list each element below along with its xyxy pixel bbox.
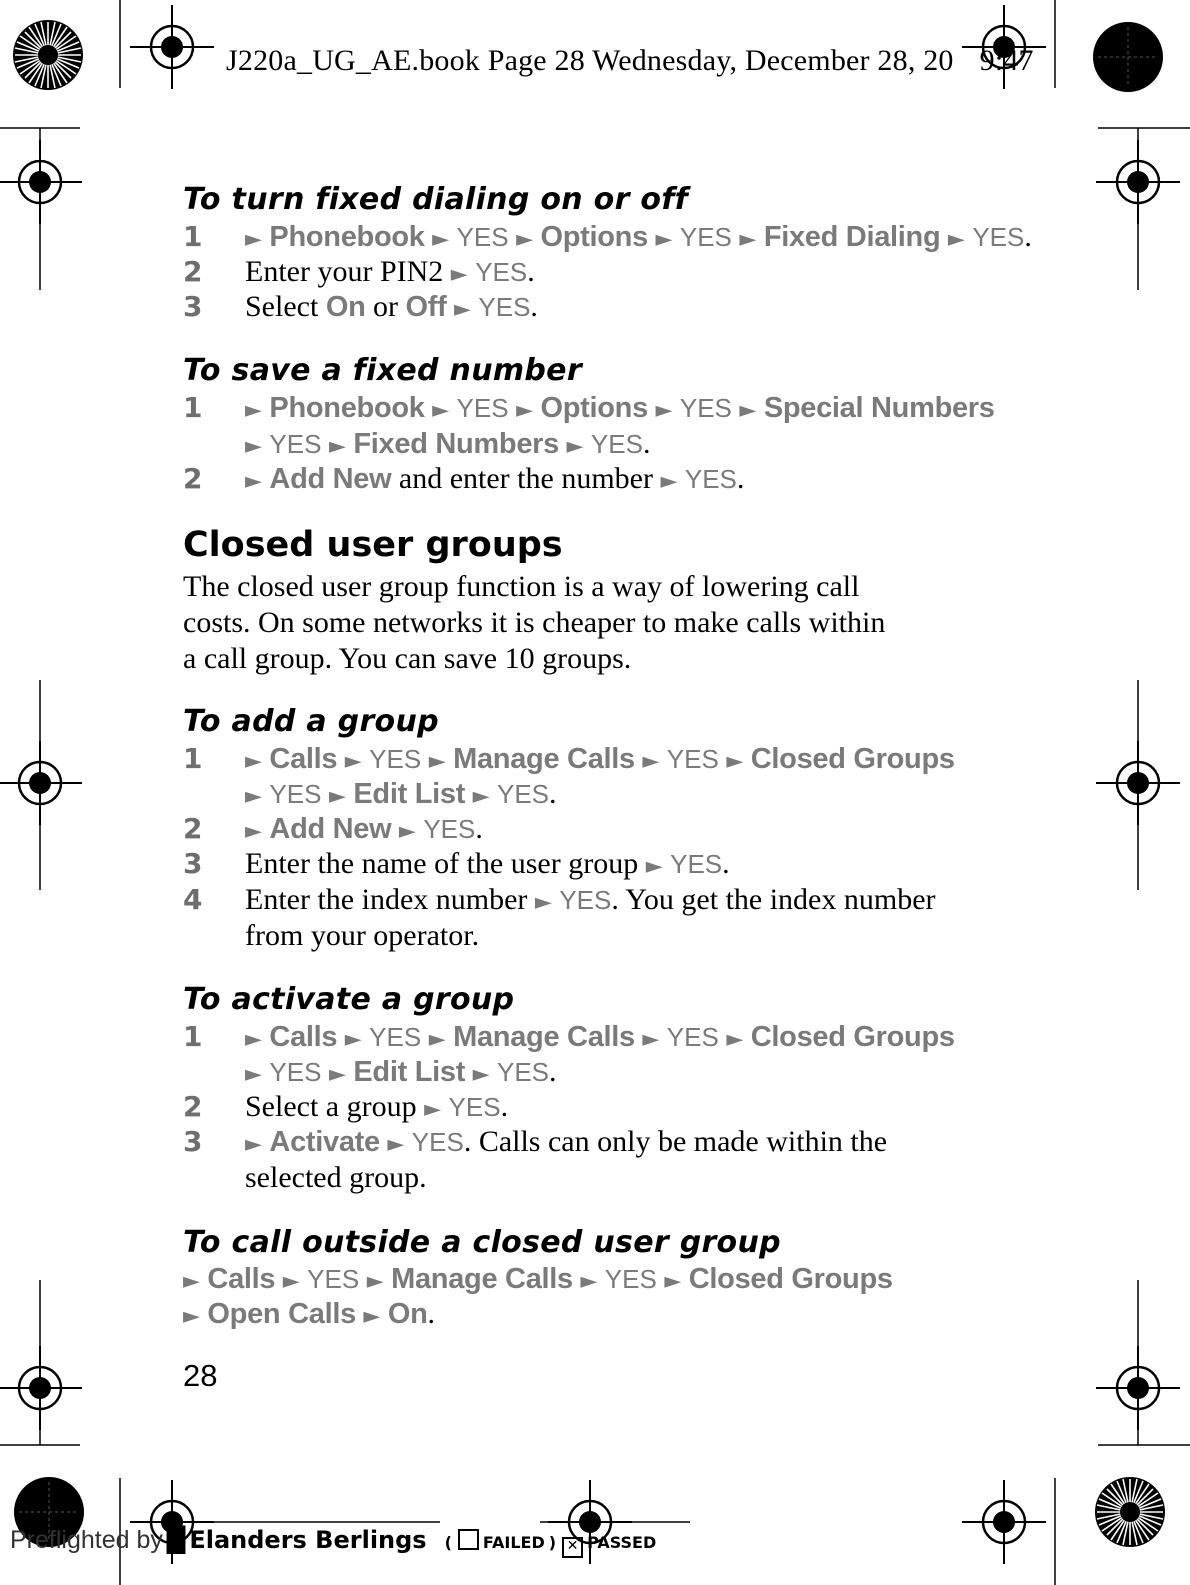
yes-key: YES bbox=[369, 744, 422, 774]
period: . bbox=[500, 1090, 509, 1123]
paren: ( bbox=[444, 1533, 452, 1552]
arrow-icon: ► bbox=[516, 227, 533, 252]
arrow-icon: ► bbox=[534, 890, 552, 915]
yes-key: YES bbox=[972, 222, 1025, 252]
step-text: or bbox=[365, 290, 406, 323]
step-number: 3 bbox=[183, 847, 203, 880]
yes-key: YES bbox=[369, 1022, 422, 1052]
yes-key: YES bbox=[475, 257, 528, 287]
arrow-icon: ► bbox=[655, 227, 673, 252]
arrow-icon: ► bbox=[282, 1269, 300, 1294]
menu-edit-list: Edit List bbox=[353, 778, 466, 810]
arrow-icon: ► bbox=[664, 1269, 682, 1294]
arrow-icon: ► bbox=[739, 398, 757, 423]
menu-edit-list: Edit List bbox=[353, 1056, 466, 1088]
arrow-icon: ► bbox=[328, 784, 346, 809]
arrow-icon: ► bbox=[645, 854, 663, 879]
header-text: J220a_UG_AE.book Page 28 Wednesday, December 28, 20 bbox=[226, 44, 954, 77]
yes-key: YES bbox=[590, 429, 643, 459]
yes-key: YES bbox=[666, 1022, 719, 1052]
step-number: 2 bbox=[183, 1090, 203, 1123]
yes-key: YES bbox=[456, 222, 509, 252]
yes-key: YES bbox=[307, 1264, 360, 1294]
yes-key: YES bbox=[679, 222, 732, 252]
arrow-icon: ► bbox=[424, 1097, 442, 1122]
arrow-icon: ► bbox=[245, 819, 262, 844]
paren: ) bbox=[548, 1533, 557, 1552]
menu-manage-calls: Manage Calls bbox=[391, 1263, 573, 1295]
period: . bbox=[530, 290, 538, 323]
arrow-icon: ► bbox=[472, 784, 490, 809]
step-number: 2 bbox=[183, 255, 203, 288]
arrow-icon: ► bbox=[245, 784, 262, 809]
menu-phonebook: Phonebook bbox=[269, 221, 425, 253]
menu-special-numbers: Special Numbers bbox=[763, 392, 995, 424]
yes-key: YES bbox=[670, 849, 723, 879]
menu-fixed-dialing: Fixed Dialing bbox=[763, 221, 941, 253]
yes-key: YES bbox=[478, 292, 531, 322]
arrow-icon: ► bbox=[428, 749, 446, 774]
arrow-icon: ► bbox=[245, 469, 262, 494]
step-number: 4 bbox=[183, 883, 203, 916]
yes-key: YES bbox=[679, 393, 732, 423]
period: . bbox=[427, 1297, 436, 1330]
yes-key: YES bbox=[269, 429, 322, 459]
arrow-icon: ► bbox=[245, 749, 262, 774]
menu-add-new: Add New bbox=[269, 813, 392, 845]
arrow-icon: ► bbox=[245, 1027, 262, 1052]
step-text: from your operator. bbox=[245, 919, 480, 952]
menu-closed-groups: Closed Groups bbox=[688, 1263, 893, 1295]
arrow-icon: ► bbox=[726, 749, 744, 774]
arrow-icon: ► bbox=[432, 227, 450, 252]
arrow-icon: ► bbox=[363, 1304, 381, 1329]
arrow-icon: ► bbox=[387, 1132, 405, 1157]
step-number: 3 bbox=[183, 1125, 203, 1158]
yes-key: YES bbox=[559, 885, 612, 915]
arrow-icon: ► bbox=[580, 1269, 598, 1294]
period: . bbox=[475, 812, 483, 845]
step-number: 1 bbox=[183, 391, 203, 424]
menu-off: Off bbox=[405, 291, 447, 323]
period: . bbox=[722, 847, 730, 880]
menu-options: Options bbox=[540, 392, 648, 424]
arrow-icon: ► bbox=[245, 1062, 262, 1087]
step-number: 2 bbox=[183, 812, 203, 845]
period: . bbox=[549, 1055, 557, 1088]
heading-fixed-dialing-onoff: To turn fixed dialing on or off bbox=[183, 182, 689, 217]
arrow-icon: ► bbox=[947, 227, 965, 252]
yes-key: YES bbox=[269, 779, 322, 809]
period: . bbox=[527, 255, 535, 288]
step-text: Select bbox=[245, 290, 326, 323]
preflight-footer bbox=[10, 1526, 656, 1558]
heading-save-fixed-number: To save a fixed number bbox=[183, 353, 582, 388]
paragraph-line: a call group. You can save 10 groups. bbox=[183, 642, 632, 675]
step-text: . You get the index number bbox=[611, 883, 936, 916]
arrow-icon: ► bbox=[398, 819, 416, 844]
arrow-icon: ► bbox=[516, 398, 533, 423]
arrow-icon: ► bbox=[428, 1027, 446, 1052]
arrow-icon: ► bbox=[328, 1062, 346, 1087]
arrow-icon: ► bbox=[328, 434, 346, 459]
step-number: 1 bbox=[183, 1020, 203, 1053]
menu-manage-calls: Manage Calls bbox=[453, 1021, 635, 1053]
menu-add-new: Add New bbox=[269, 463, 392, 495]
step-text: and enter the number bbox=[391, 462, 661, 495]
menu-on: On bbox=[387, 1298, 428, 1330]
menu-calls: Calls bbox=[269, 1021, 338, 1053]
yes-key: YES bbox=[496, 1057, 550, 1087]
yes-key: YES bbox=[456, 393, 509, 423]
arrow-icon: ► bbox=[726, 1027, 744, 1052]
menu-manage-calls: Manage Calls bbox=[453, 743, 635, 775]
arrow-icon: ► bbox=[655, 398, 673, 423]
arrow-icon: ► bbox=[566, 434, 584, 459]
period: . bbox=[549, 777, 557, 810]
arrow-icon: ► bbox=[344, 749, 362, 774]
arrow-icon: ► bbox=[366, 1269, 384, 1294]
arrow-icon: ► bbox=[432, 398, 450, 423]
menu-options: Options bbox=[540, 221, 648, 253]
arrow-icon: ► bbox=[739, 227, 757, 252]
elanders-logo: █ bbox=[166, 1526, 186, 1554]
failed-label: FAILED bbox=[482, 1533, 545, 1552]
arrow-icon: ► bbox=[472, 1062, 490, 1087]
yes-key: YES bbox=[269, 1057, 322, 1087]
intro-paragraph bbox=[183, 569, 885, 677]
yes-key: YES bbox=[411, 1127, 464, 1157]
step-text: selected group. bbox=[245, 1161, 427, 1194]
menu-calls: Calls bbox=[269, 743, 338, 775]
arrow-icon: ► bbox=[183, 1304, 200, 1329]
heading-activate-group: To activate a group bbox=[183, 982, 515, 1017]
arrow-icon: ► bbox=[245, 434, 262, 459]
yes-key: YES bbox=[448, 1092, 501, 1122]
menu-fixed-numbers: Fixed Numbers bbox=[353, 428, 559, 460]
menu-calls: Calls bbox=[207, 1263, 276, 1295]
failed-checkbox-icon bbox=[458, 1529, 479, 1550]
yes-key: YES bbox=[666, 744, 719, 774]
heading-add-group: To add a group bbox=[183, 704, 439, 739]
step-text: Enter the index number bbox=[245, 883, 535, 916]
passed-label: PASSED bbox=[587, 1533, 657, 1552]
yes-key: YES bbox=[423, 814, 476, 844]
menu-closed-groups: Closed Groups bbox=[750, 743, 955, 775]
arrow-icon: ► bbox=[245, 398, 262, 423]
yes-key: YES bbox=[684, 464, 737, 494]
arrow-icon: ► bbox=[660, 469, 678, 494]
period: . bbox=[642, 427, 651, 460]
brand-name: Elanders Berlings bbox=[189, 1526, 427, 1554]
arrow-icon: ► bbox=[642, 749, 660, 774]
step-number: 1 bbox=[183, 742, 203, 775]
section-title-closed-user-groups: Closed user groups bbox=[183, 525, 563, 565]
menu-closed-groups: Closed Groups bbox=[750, 1021, 955, 1053]
arrow-icon: ► bbox=[450, 262, 468, 287]
period: . bbox=[1024, 220, 1032, 253]
period: . bbox=[736, 462, 745, 495]
step-text: Enter your PIN2 bbox=[245, 255, 451, 288]
menu-open-calls: Open Calls bbox=[207, 1298, 356, 1330]
step-number: 3 bbox=[183, 290, 203, 323]
step-text: Enter the name of the user group bbox=[245, 847, 646, 880]
step-number: 2 bbox=[183, 462, 203, 495]
menu-phonebook: Phonebook bbox=[269, 392, 425, 424]
arrow-icon: ► bbox=[453, 297, 471, 322]
arrow-icon: ► bbox=[245, 227, 262, 252]
paragraph-line: The closed user group function is a way of lowering call bbox=[183, 570, 860, 603]
menu-activate: Activate bbox=[269, 1126, 380, 1158]
header-time: 9:47 bbox=[979, 44, 1034, 77]
yes-key: YES bbox=[604, 1264, 657, 1294]
step-text: Select a group bbox=[245, 1090, 425, 1123]
paragraph-line: costs. On some networks it is cheaper to make calls within bbox=[183, 606, 886, 639]
yes-key: YES bbox=[496, 779, 550, 809]
book-header bbox=[226, 44, 1034, 78]
passed-checkbox-icon: ✕ bbox=[562, 1537, 583, 1558]
arrow-icon: ► bbox=[642, 1027, 660, 1052]
page-number: 28 bbox=[183, 1358, 218, 1393]
arrow-icon: ► bbox=[183, 1269, 200, 1294]
heading-call-outside-group: To call outside a closed user group bbox=[183, 1225, 781, 1260]
arrow-icon: ► bbox=[344, 1027, 362, 1052]
step-number: 1 bbox=[183, 220, 203, 253]
preflighted-label: Preflighted by bbox=[10, 1526, 163, 1554]
menu-on: On bbox=[325, 291, 366, 323]
step-text: . Calls can only be made within the bbox=[463, 1125, 888, 1158]
arrow-icon: ► bbox=[245, 1132, 262, 1157]
